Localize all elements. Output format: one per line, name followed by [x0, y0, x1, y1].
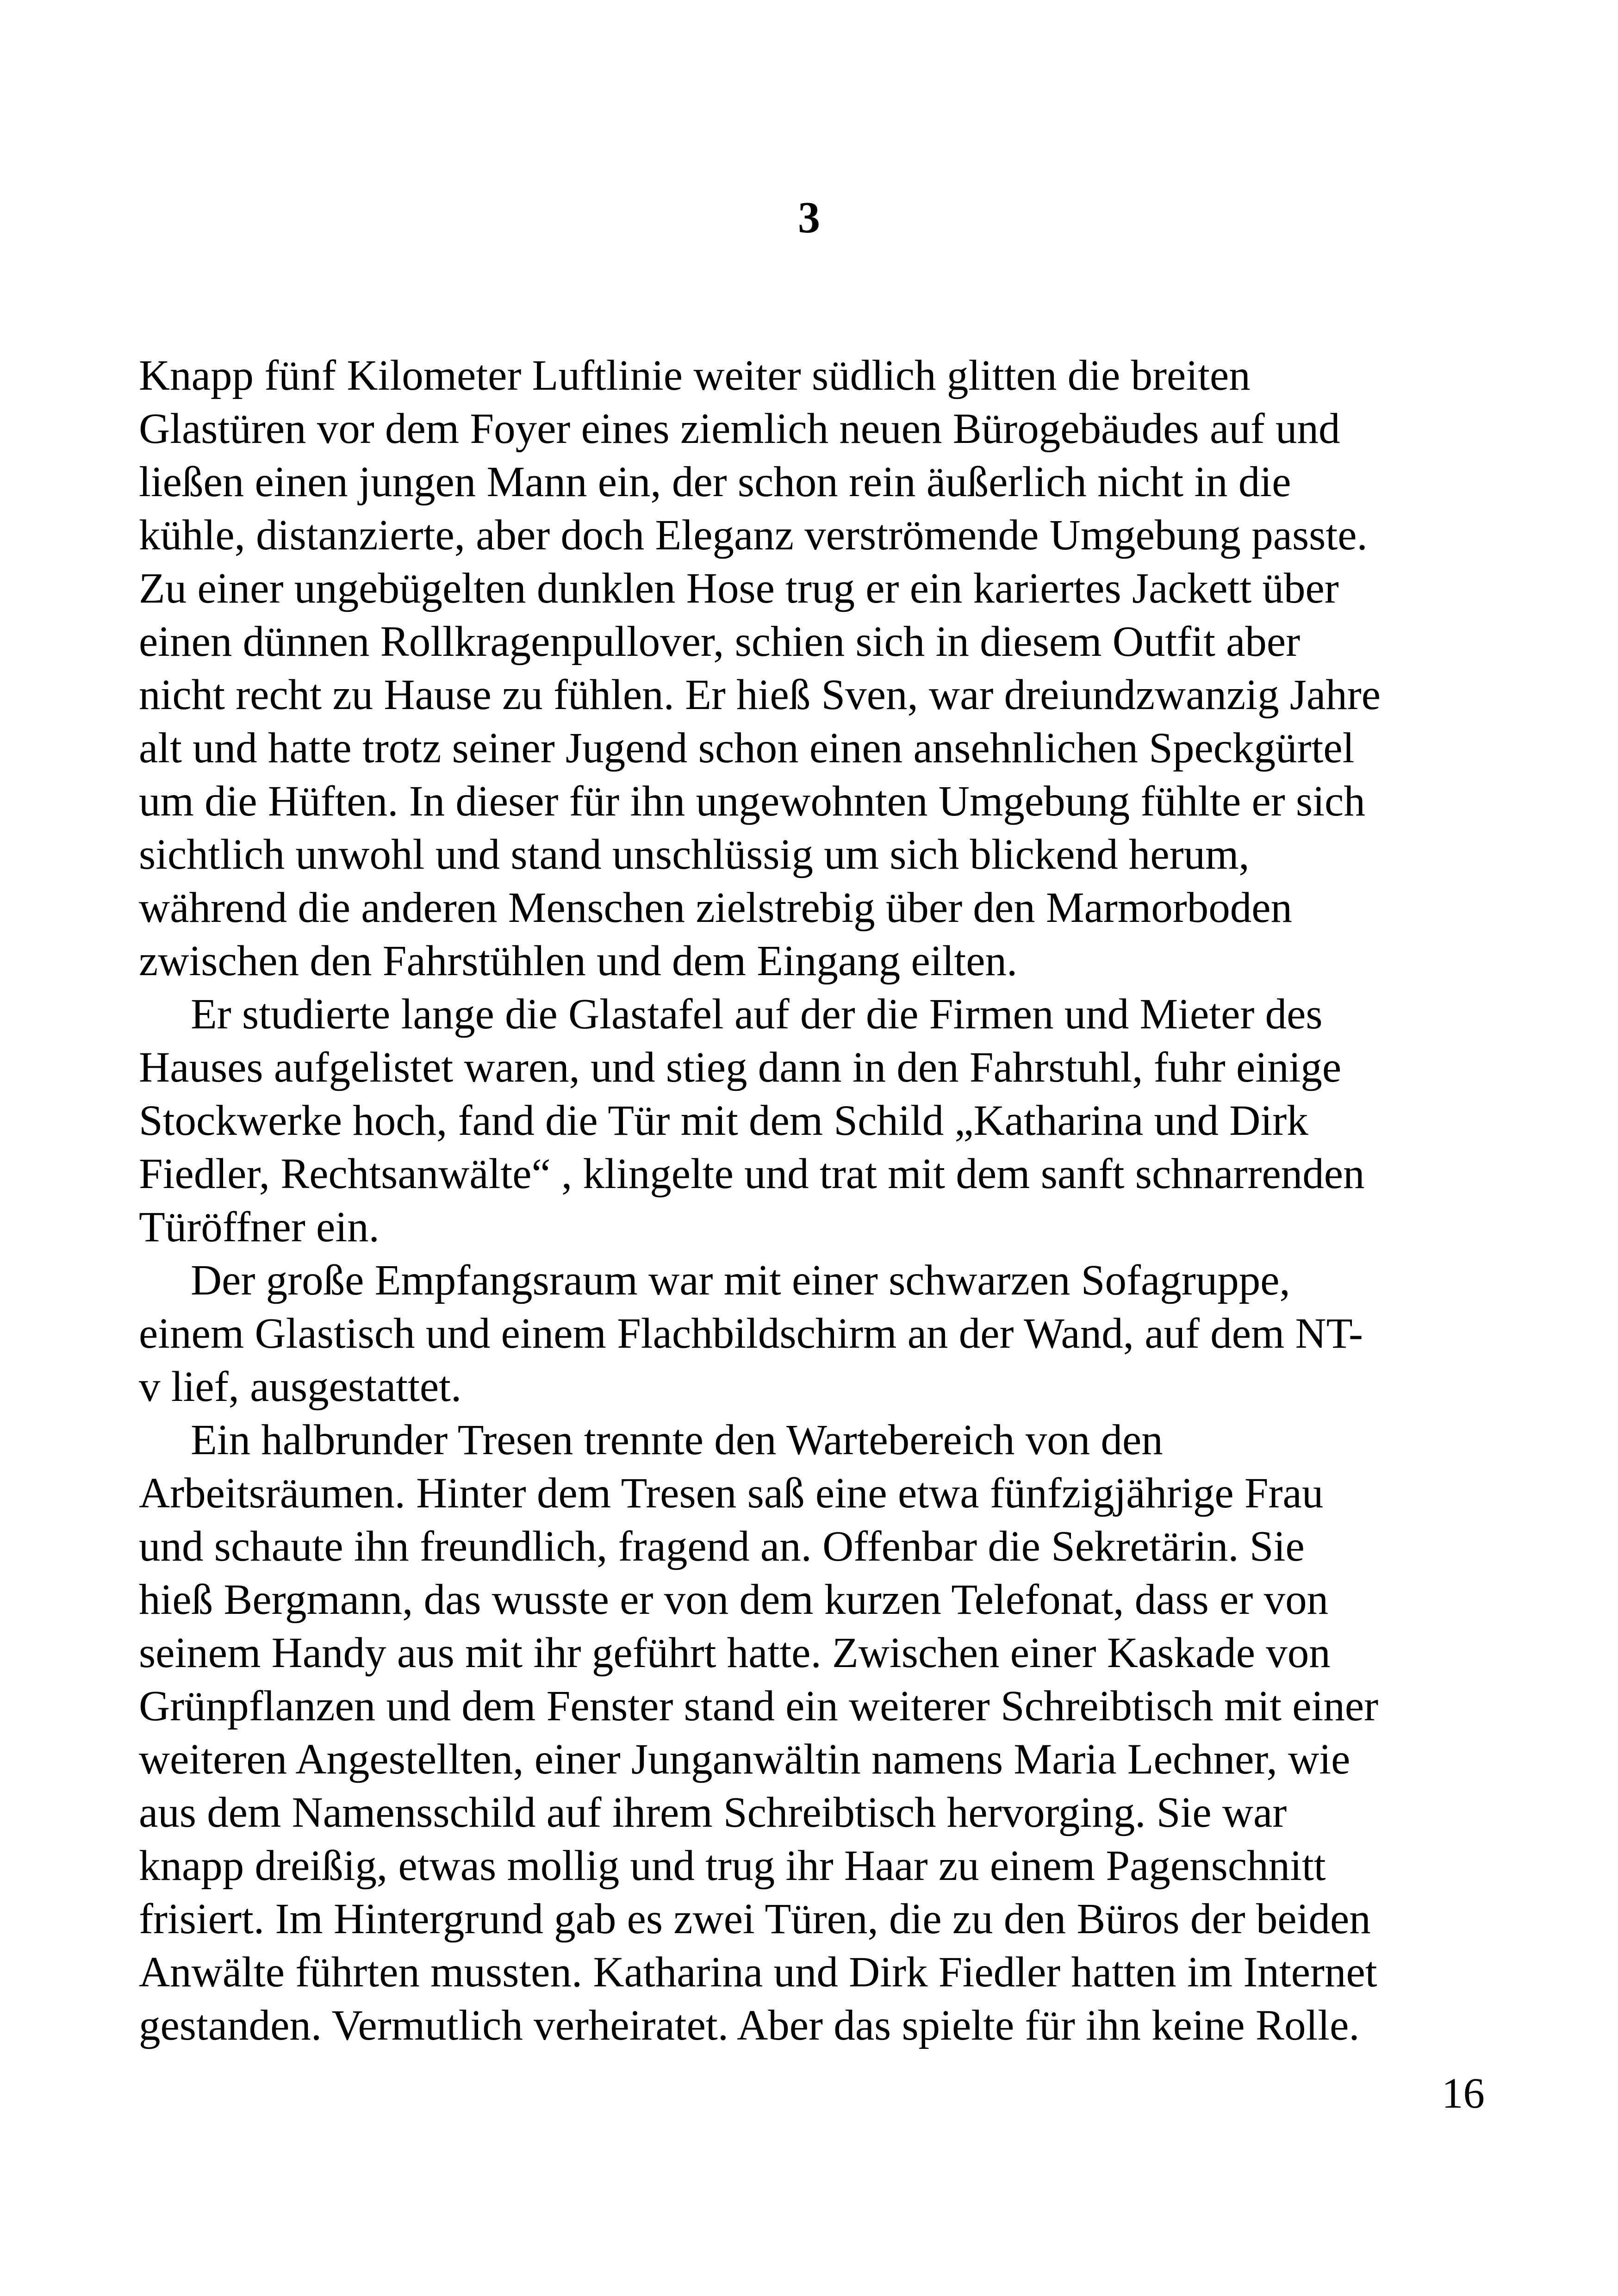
text-line: Er studierte lange die Glastafel auf der die Firmen und Mieter des	[191, 990, 1323, 1038]
chapter-number: 3	[798, 193, 820, 242]
text-line: hieß Bergmann, das wusste er von dem kurzen Telefonat, dass er von	[139, 1576, 1329, 1624]
text-line: um die Hüften. In dieser für ihn ungewohnten Umgebung fühlte er sich	[139, 778, 1365, 825]
text-line: Grünpflanzen und dem Fenster stand ein weiterer Schreibtisch mit einer	[139, 1682, 1379, 1730]
text-line: einen dünnen Rollkragenpullover, schien sich in diesem Outfit aber	[139, 618, 1301, 666]
text-line: weiteren Angestellten, einer Junganwältin namens Maria Lechner, wie	[139, 1736, 1350, 1783]
text-line: Der große Empfangsraum war mit einer schwarzen Sofagruppe,	[191, 1257, 1290, 1304]
text-line: seinem Handy aus mit ihr geführt hatte. Zwischen einer Kaskade von	[139, 1629, 1331, 1677]
page-number: 16	[1442, 2070, 1485, 2117]
text-line: Knapp fünf Kilometer Luftlinie weiter südlich glitten die breiten	[139, 352, 1251, 399]
text-line: und schaute ihn freundlich, fragend an. Offenbar die Sekretärin. Sie	[139, 1523, 1305, 1570]
text-line: sichtlich unwohl und stand unschlüssig um sich blickend herum,	[139, 831, 1250, 878]
body-text	[139, 349, 1486, 2052]
text-line: zwischen den Fahrstühlen und dem Eingang eilten.	[139, 937, 1018, 985]
text-line: kühle, distanzierte, aber doch Eleganz verströmende Umgebung passte.	[139, 511, 1368, 559]
text-line: v lief, ausgestattet.	[139, 1363, 462, 1411]
text-line: ließen einen jungen Mann ein, der schon rein äußerlich nicht in die	[139, 458, 1291, 506]
text-line: Zu einer ungebügelten dunklen Hose trug er ein kariertes Jackett über	[139, 565, 1339, 612]
text-line: während die anderen Menschen zielstrebig über den Marmorboden	[139, 884, 1292, 932]
text-line: aus dem Namensschild auf ihrem Schreibtisch hervorging. Sie war	[139, 1789, 1287, 1836]
text-line: einem Glastisch und einem Flachbildschirm an der Wand, auf dem NT-	[139, 1310, 1363, 1357]
text-line: nicht recht zu Hause zu fühlen. Er hieß Sven, war dreiundzwanzig Jahre	[139, 671, 1381, 719]
text-line: Hauses aufgelistet waren, und stieg dann in den Fahrstuhl, fuhr einige	[139, 1044, 1342, 1091]
text-line: knapp dreißig, etwas mollig und trug ihr Haar zu einem Pagenschnitt	[139, 1842, 1326, 1890]
text-line: Türöffner ein.	[139, 1203, 380, 1251]
text-line: Arbeitsräumen. Hinter dem Tresen saß eine etwa fünfzigjährige Frau	[139, 1469, 1324, 1517]
text-line: gestanden. Vermutlich verheiratet. Aber das spielte für ihn keine Rolle.	[139, 2002, 1360, 2049]
text-line: frisiert. Im Hintergrund gab es zwei Türen, die zu den Büros der beiden	[139, 1895, 1371, 1943]
text-line: Stockwerke hoch, fand die Tür mit dem Schild „Katharina und Dirk	[139, 1097, 1308, 1145]
text-line: Glastüren vor dem Foyer eines ziemlich neuen Bürogebäudes auf und	[139, 405, 1340, 453]
text-line: Fiedler, Rechtsanwälte“ , klingelte und trat mit dem sanft schnarrenden	[139, 1150, 1365, 1198]
text-line: Anwälte führten mussten. Katharina und Dirk Fiedler hatten im Internet	[139, 1948, 1377, 1996]
text-line: Ein halbrunder Tresen trennte den Wartebereich von den	[191, 1416, 1163, 1464]
text-line: alt und hatte trotz seiner Jugend schon einen ansehnlichen Speckgürtel	[139, 724, 1355, 772]
